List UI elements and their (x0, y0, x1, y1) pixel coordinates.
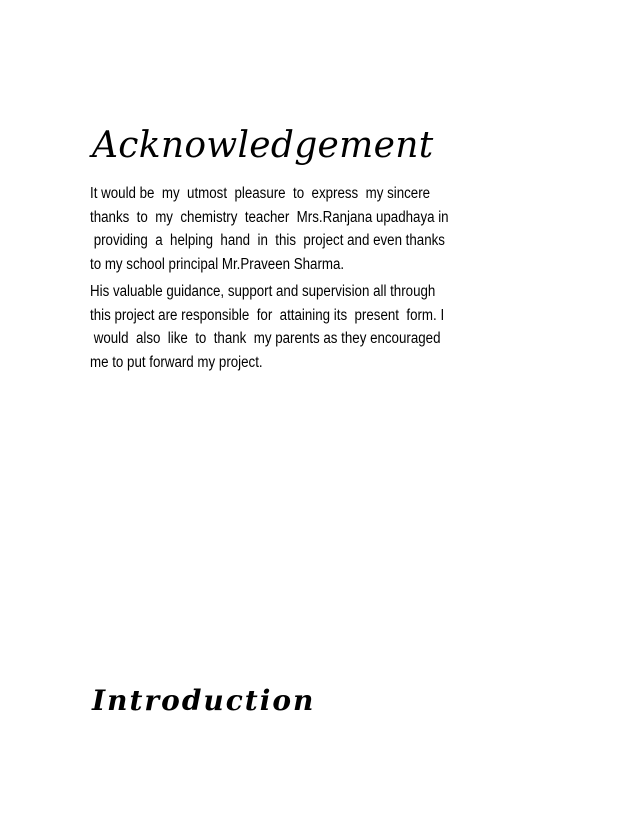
text-line: to my school principal Mr.Praveen Sharma. (90, 255, 345, 273)
text-line: providing a helping hand in this project and even thanks (90, 232, 445, 249)
text-line: It would be my utmost pleasure to express my sincere (90, 185, 431, 202)
text-line: would also like to thank my parents as they encouraged (90, 330, 441, 347)
acknowledgement-body (90, 182, 560, 374)
text-line: His valuable guidance, support and supervision all through (90, 283, 436, 300)
acknowledgement-heading: Acknowledgement (92, 125, 434, 166)
text-line: me to put forward my project. (90, 353, 263, 371)
acknowledgement-paragraph-2 (90, 280, 560, 374)
text-line: thanks to my chemistry teacher Mrs.Ranjana upadhaya in (90, 208, 449, 226)
introduction-heading: Introduction (92, 684, 316, 717)
acknowledgement-paragraph-1 (90, 182, 560, 276)
text-line: this project are responsible for attaining its present form. I (90, 306, 445, 324)
